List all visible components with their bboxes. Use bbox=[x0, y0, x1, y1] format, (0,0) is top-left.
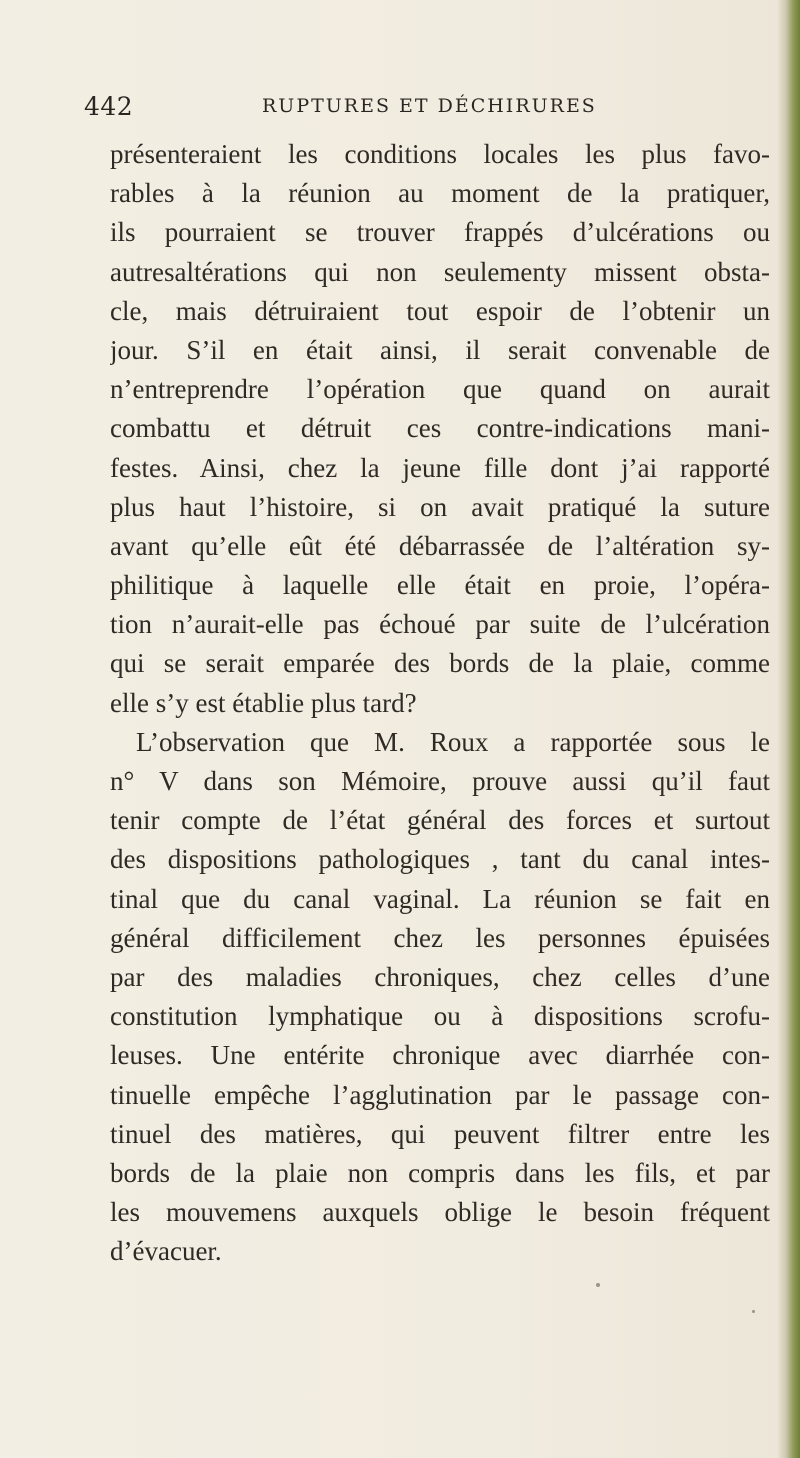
text-line: présenteraient les conditions locales les plus favo- bbox=[110, 139, 770, 169]
text-line: n’entreprendre l’opération que quand on aurait bbox=[110, 374, 770, 405]
text-line: constitution lymphatique ou à dispositions scrofu- bbox=[110, 1001, 770, 1032]
text-line: festes. Ainsi, chez la jeune fille dont j’ai rapporté bbox=[110, 452, 770, 483]
text-line: qui se serait emparée des bords de la plaie, comme bbox=[110, 648, 770, 679]
text-line: tenir compte de l’état général des forces et surtout bbox=[110, 805, 770, 836]
text-line: jour. S’il en était ainsi, il serait convenable de bbox=[110, 334, 770, 365]
text-line: plus haut l’histoire, si on avait pratiqué la suture bbox=[110, 491, 770, 522]
page-number: 442 bbox=[84, 92, 134, 121]
page-edge-shadow bbox=[778, 0, 800, 1458]
body-text bbox=[110, 135, 770, 1271]
text-line: ils pourraient se trouver frappés d’ulcérations ou bbox=[110, 217, 770, 248]
text-line: bords de la plaie non compris dans les fils, et par bbox=[110, 1157, 770, 1188]
text-line: d’évacuer. bbox=[110, 1236, 222, 1267]
text-line: les mouvemens auxquels oblige le besoin fréquent bbox=[110, 1197, 770, 1228]
text-line: tinuel des matières, qui peuvent filtrer entre les bbox=[110, 1118, 770, 1149]
text-line: L’observation que M. Roux a rapportée sous le bbox=[136, 726, 770, 757]
text-line: n° V dans son Mémoire, prouve aussi qu’il faut bbox=[110, 766, 770, 796]
text-line: combattu et détruit ces contre-indications mani- bbox=[110, 413, 770, 444]
text-line: des dispositions pathologiques , tant du canal intes- bbox=[110, 844, 770, 875]
text-line: tion n’aurait-elle pas échoué par suite de l’ulcération bbox=[110, 609, 770, 640]
paper-speck bbox=[596, 1283, 600, 1287]
text-line: cle, mais détruiraient tout espoir de l’obtenir un bbox=[110, 295, 770, 326]
text-line: autresaltérations qui non seulementy missent obsta- bbox=[110, 256, 770, 287]
text-line: leuses. Une entérite chronique avec diarrhée con- bbox=[110, 1040, 770, 1071]
page-header bbox=[84, 80, 764, 120]
text-line: rables à la réunion au moment de la pratiquer, bbox=[110, 178, 770, 209]
running-title: RUPTURES ET DÉCHIRURES bbox=[262, 95, 597, 117]
text-line: tinuelle empêche l’agglutination par le passage con- bbox=[110, 1079, 770, 1110]
paper-speck bbox=[752, 1310, 755, 1313]
text-line: tinal que du canal vaginal. La réunion se fait en bbox=[110, 883, 770, 914]
text-line: par des maladies chroniques, chez celles d’une bbox=[110, 961, 770, 992]
text-line: général difficilement chez les personnes épuisées bbox=[110, 922, 770, 953]
text-line: avant qu’elle eût été débarrassée de l’altération sy- bbox=[110, 530, 770, 561]
text-line: elle s’y est établie plus tard? bbox=[110, 687, 417, 718]
text-line: philitique à laquelle elle était en proie, l’opéra- bbox=[110, 570, 770, 601]
